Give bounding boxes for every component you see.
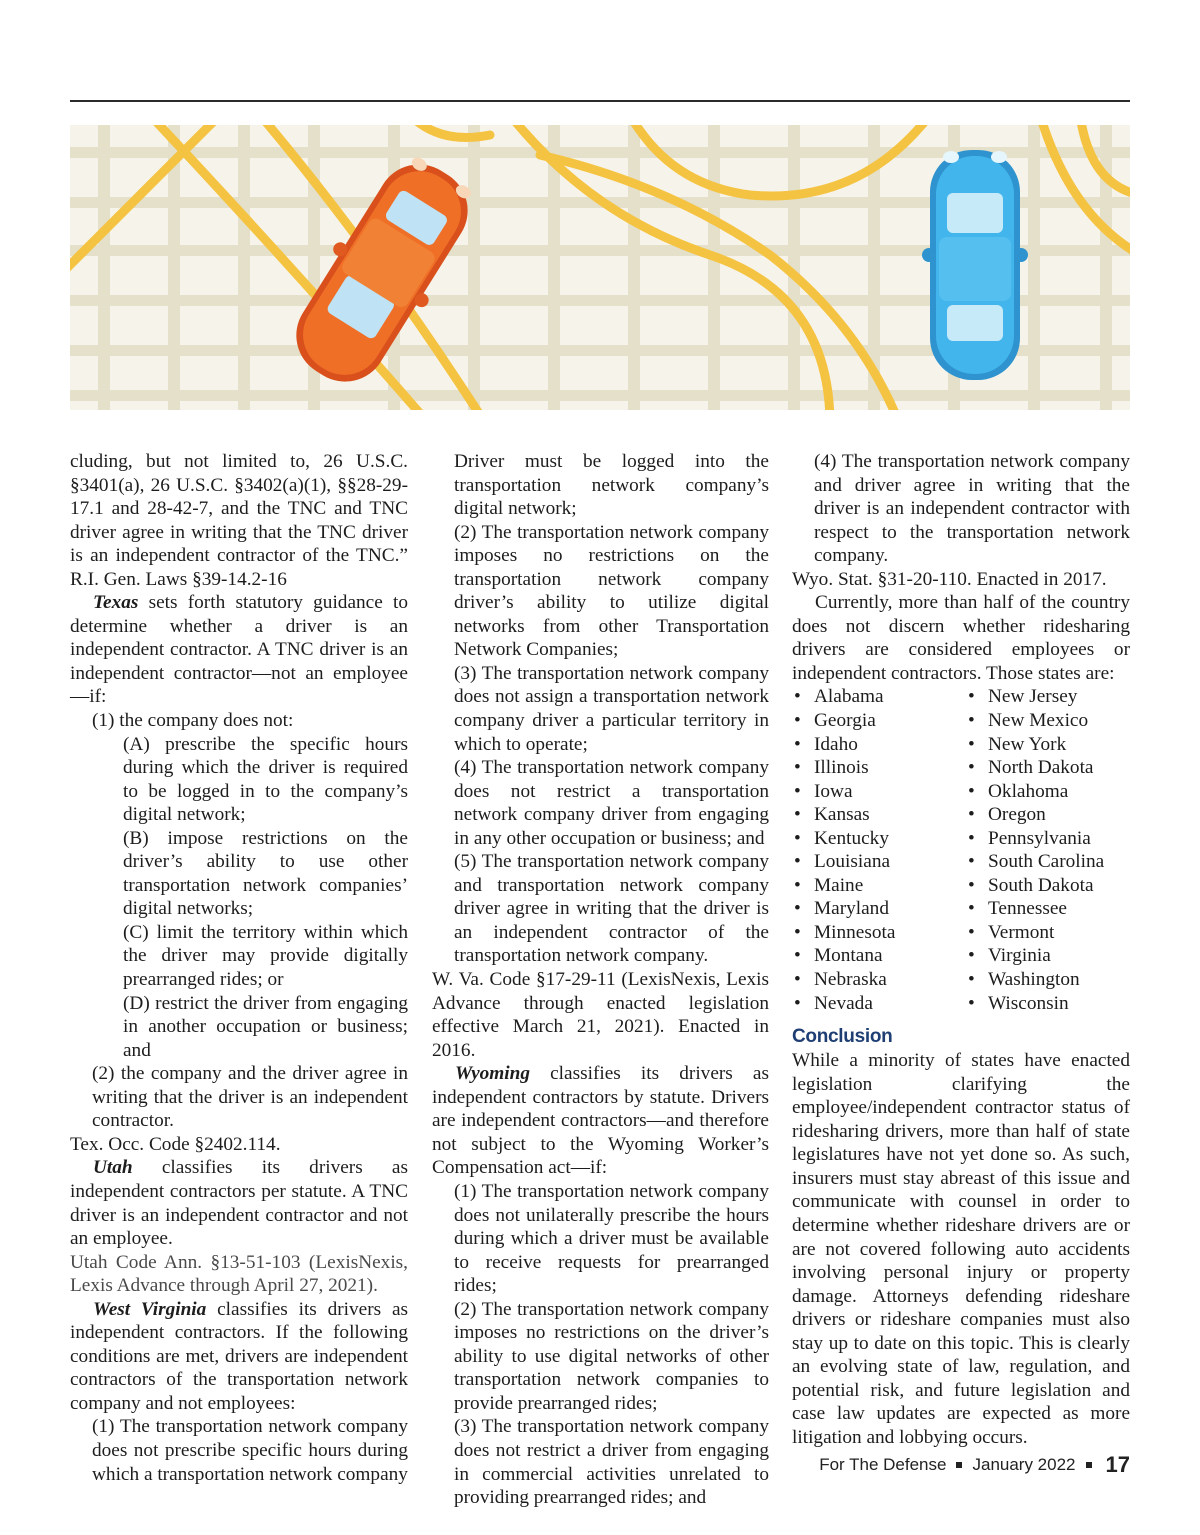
citation: W. Va. Code §17-29-11 (LexisNexis, Lexis Advance through enacted legislation effective March 21, 2021). Enacted in 2016.: [432, 969, 769, 1061]
states-list: [792, 685, 1130, 1015]
state-name: Utah: [93, 1157, 133, 1179]
list-item: (B) impose restrictions on the driver’s ability to use other transportation network companies’ digital networks;: [123, 827, 408, 920]
list-item: Driver must be logged into the transportation network company’s digital network;: [454, 451, 769, 520]
states-list-left: [792, 685, 966, 1015]
rideshare-cars-illustration: [70, 125, 1130, 410]
list-item: (1) The transportation network company does not prescribe specific hours during which a transportation network company: [92, 1416, 408, 1485]
list-item: • Tennessee: [966, 897, 1104, 921]
column-1: [70, 450, 408, 1486]
paragraph: Currently, more than half of the country does not discern whether ridesharing drivers are considered employees or independent contractors. Those states are:: [792, 592, 1130, 684]
paragraph: cluding, but not limited to, 26 U.S.C. §3401(a), 26 U.S.C. §3402(a)(1), §§28-29-17.1 and 28-42-7, and the TNC and TNC driver agree in writing that the TNC driver is an independent contractor of the TNC.” R.I. Gen. Laws §39-14.2-16: [70, 451, 408, 590]
list-item: • Wisconsin: [966, 992, 1104, 1016]
list-item: • Vermont: [966, 921, 1104, 945]
list-item: • Montana: [792, 944, 966, 968]
list-item: (1) The transportation network company does not unilaterally prescribe the hours during which a driver must be available to receive requests for prearranged rides;: [454, 1180, 769, 1297]
list-item: (3) The transportation network company does not restrict a driver from engaging in commercial activities unrelated to providing prearranged rides; and: [454, 1416, 769, 1509]
state-name: West Virginia: [93, 1298, 207, 1320]
list-item: (2) the company and the driver agree in writing that the driver is an independent contractor.: [92, 1063, 408, 1132]
blue-car-icon: [922, 150, 1028, 380]
publication-name: For The Defense: [819, 1455, 947, 1474]
list-item: • South Carolina: [966, 850, 1104, 874]
list-item: (D) restrict the driver from engaging in another occupation or business; and: [123, 992, 408, 1061]
separator-square-icon: [956, 1462, 962, 1468]
state-name: Texas: [93, 592, 139, 614]
utah-paragraph: Utah classifies its drivers as independent contractors per statute. A TNC driver is an independent contractor and not an employee.: [70, 1157, 408, 1250]
list-item: • Maine: [792, 874, 966, 898]
list-item: • Idaho: [792, 733, 966, 757]
list-item: (4) The transportation network company does not restrict a transportation network company driver from engaging in any other occupation or business; and: [454, 757, 769, 849]
list-item: • Alabama: [792, 685, 966, 709]
page-number: 17: [1105, 1452, 1130, 1477]
list-item: • Illinois: [792, 756, 966, 780]
citation: Utah Code Ann. §13-51-103 (LexisNexis, Lexis Advance through April 27, 2021).: [70, 1251, 408, 1297]
list-item: • Oklahoma: [966, 780, 1104, 804]
column-3: [792, 450, 1130, 1449]
list-item: • Nebraska: [792, 968, 966, 992]
state-name: Wyoming: [455, 1063, 530, 1085]
list-item: • Kentucky: [792, 827, 966, 851]
list-item: (5) The transportation network company and transportation network company driver agree in writing that the driver is an independent contractor of the transportation network company.: [454, 851, 769, 967]
west-virginia-paragraph: West Virginia classifies its drivers as independent contractors. If the following conditions are met, drivers are independent contractors of the transportation network company and not employees:: [70, 1298, 409, 1414]
citation: Tex. Occ. Code §2402.114.: [70, 1133, 281, 1155]
list-item: (A) prescribe the specific hours during which the driver is required to be logged in to the company’s digital network;: [123, 733, 408, 826]
list-item: • Minnesota: [792, 921, 966, 945]
column-2: [432, 450, 769, 1510]
list-item: • New Mexico: [966, 709, 1104, 733]
header-illustration: [70, 125, 1130, 410]
separator-square-icon: [1086, 1462, 1092, 1468]
wyoming-paragraph: Wyoming classifies its drivers as independent contractors by statute. Drivers are independent contractors—and therefore not subject to the Wyoming Worker’s Compensation act—if:: [432, 1063, 769, 1179]
issue-date: January 2022: [972, 1455, 1076, 1474]
list-item: • Oregon: [966, 803, 1104, 827]
list-item: (2) The transportation network company imposes no restrictions on the transportation network company driver’s ability to utilize digital networks from other Transportation Network Companies;: [454, 521, 769, 661]
list-item: • Louisiana: [792, 850, 966, 874]
list-item: • Kansas: [792, 803, 966, 827]
list-item: • Iowa: [792, 780, 966, 804]
states-list-right: [966, 685, 1104, 1015]
list-item: • Pennsylvania: [966, 827, 1104, 851]
list-item: • New York: [966, 733, 1104, 757]
conclusion-paragraph: While a minority of states have enacted legislation clarifying the employee/independent contractor status of ridesharing drivers, more than half of state legislatures have not yet done so. As such, insurers must stay abreast of this issue and communicate with counsel in order to determine whether rideshare drivers are or are not covered following auto accidents involving personal injury or property damage. Attorneys defending rideshare drivers or rideshare companies must also stay up to date on this topic. This is clearly an evolving state of law, regulation, and potential risk, and future legislation and case law updates are expected as more litigation and lobbying occurs.: [792, 1050, 1130, 1448]
top-rule: [70, 100, 1130, 102]
list-item: • New Jersey: [966, 685, 1104, 709]
citation: Wyo. Stat. §31-20-110. Enacted in 2017.: [792, 568, 1107, 590]
list-item: • Georgia: [792, 709, 966, 733]
list-item: • North Dakota: [966, 756, 1104, 780]
list-item: • South Dakota: [966, 874, 1104, 898]
list-item: (4) The transportation network company and driver agree in writing that the driver is an independent contractor with respect to the transportation network company.: [814, 451, 1130, 567]
list-item: (2) The transportation network company imposes no restrictions on the driver’s ability to use digital networks of other transportation network companies to provide prearranged rides;: [454, 1298, 769, 1414]
page-footer: [819, 1452, 1130, 1478]
list-item: • Virginia: [966, 944, 1104, 968]
conclusion-heading: Conclusion: [792, 1026, 893, 1048]
list-item: (1) the company does not:: [92, 710, 294, 732]
list-item: • Nevada: [792, 992, 966, 1016]
texas-paragraph: Texas sets forth statutory guidance to determine whether a driver is an independent contractor. A TNC driver is an independent contractor—not an employee—if:: [70, 592, 408, 708]
list-item: (3) The transportation network company does not assign a transportation network company driver a particular territory in which to operate;: [454, 662, 769, 755]
list-item: • Washington: [966, 968, 1104, 992]
list-item: (C) limit the territory within which the driver may provide digitally prearranged rides; or: [123, 921, 408, 991]
list-item: • Maryland: [792, 897, 966, 921]
